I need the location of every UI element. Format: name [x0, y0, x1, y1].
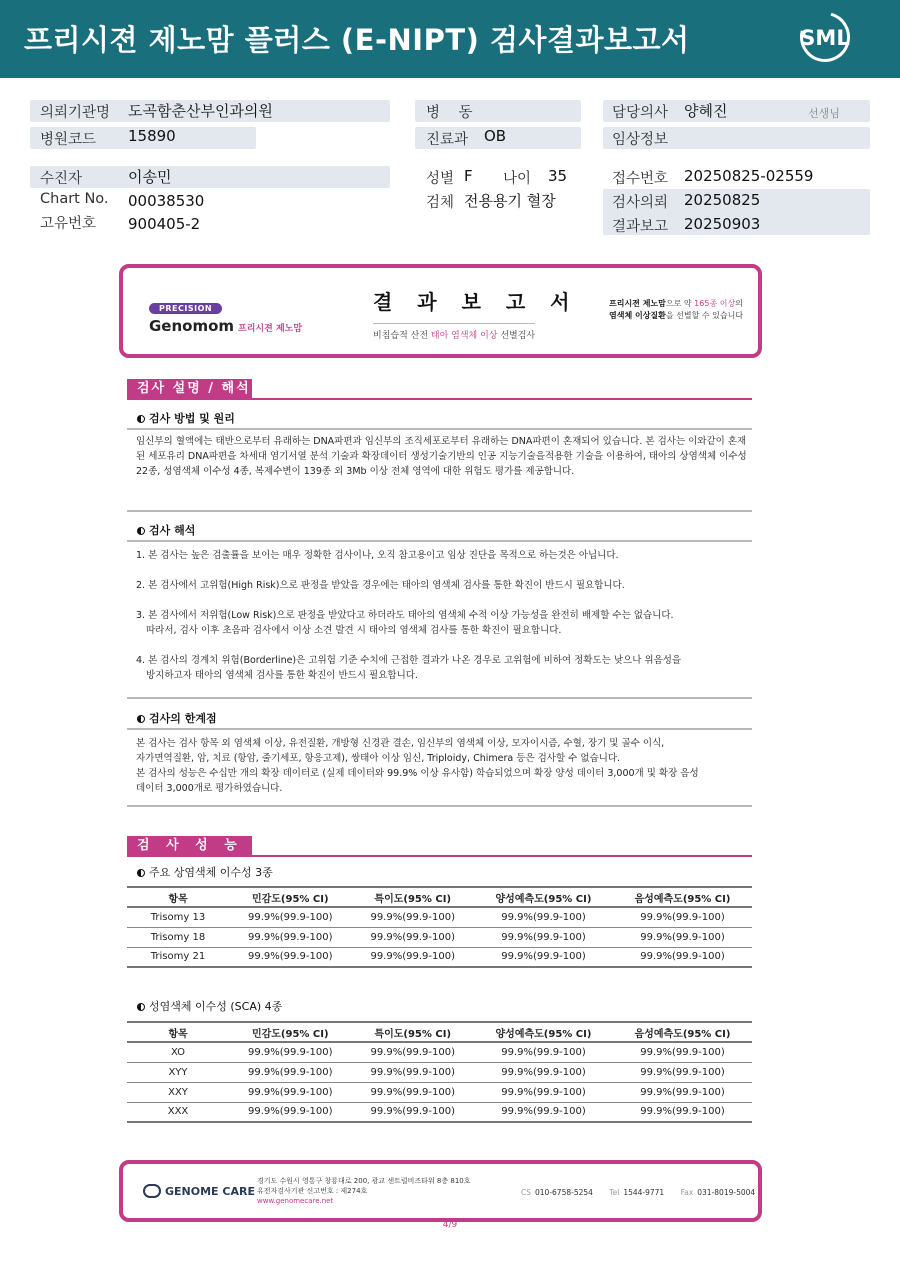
sex-label: 성별 — [426, 171, 455, 187]
table-cell: 99.9%(99.9-100) — [229, 1082, 351, 1102]
table-cell: 99.9%(99.9-100) — [351, 927, 473, 947]
page-number: 4/9 — [442, 1220, 458, 1230]
method-heading — [137, 410, 235, 426]
header-bar — [0, 0, 900, 78]
table-cell: 99.9%(99.9-100) — [474, 1042, 613, 1062]
sml-logo — [792, 12, 858, 66]
table-cell: 99.9%(99.9-100) — [474, 927, 613, 947]
interpretation-heading — [137, 522, 195, 538]
note-mid: 으로 약 — [665, 299, 695, 308]
table-row — [127, 907, 752, 927]
hospital-code-label: 병원코드 — [40, 132, 97, 148]
genomom-brand — [149, 317, 302, 335]
dept-value: OB — [484, 127, 507, 145]
institution-value: 도곡함춘산부인과의원 — [128, 102, 273, 120]
tel-label: Tel — [609, 1188, 620, 1197]
col-sensitivity: 민감도(95% CI) — [229, 887, 351, 907]
subtitle-pre: 비침습적 산전 — [373, 331, 431, 341]
hospital-code-value: 15890 — [128, 127, 176, 145]
table-cell: Trisomy 18 — [127, 927, 229, 947]
report-header-note — [609, 298, 743, 322]
table-cell: 99.9%(99.9-100) — [351, 947, 473, 967]
sex-value: F — [464, 167, 473, 185]
table-row — [127, 1042, 752, 1062]
divider — [127, 428, 752, 430]
interpretation-4b: 방지하고자 태아의 염색체 검사를 통한 확진이 반드시 필요합니다. — [146, 670, 418, 681]
tel-number: 1544-9771 — [623, 1188, 665, 1197]
fax-label: Fax — [680, 1188, 694, 1197]
col-item: 항목 — [127, 1022, 229, 1042]
col-item: 항목 — [127, 887, 229, 907]
note-post: 의 — [735, 299, 743, 308]
table-cell: 99.9%(99.9-100) — [229, 1062, 351, 1082]
examinee-value: 이송민 — [128, 168, 172, 186]
col-npv: 음성예측도(95% CI) — [613, 1022, 752, 1042]
table1-heading-text: 주요 상염색체 이수성 3종 — [149, 866, 273, 879]
limitations-heading-text: 검사의 한계점 — [149, 712, 217, 725]
table-header-row — [127, 887, 752, 907]
specimen-label: 검체 — [426, 195, 455, 211]
table-row — [127, 1082, 752, 1102]
divider — [127, 540, 752, 542]
uid-label: 고유번호 — [40, 216, 97, 232]
age-value: 35 — [548, 167, 568, 185]
sex-chromosome-performance-table — [127, 1021, 752, 1123]
table-cell: 99.9%(99.9-100) — [474, 1082, 613, 1102]
interpretation-heading-text: 검사 해석 — [149, 524, 196, 537]
limitations-2: 자가면역질환, 암, 치료 (항암, 줄기세포, 항응고제), 쌍태아 이상 임신, Triploidy, Chimera 등은 검사할 수 없습니다. — [136, 753, 621, 764]
table-cell: 99.9%(99.9-100) — [351, 907, 473, 927]
doctor-label: 담당의사 — [612, 105, 669, 121]
report-title: 프리시젼 제노맘 플러스 (E-NIPT) 검사결과보고서 — [24, 23, 690, 57]
col-npv: 음성예측도(95% CI) — [613, 887, 752, 907]
note-disease: 염색체 이상질환 — [609, 311, 666, 320]
footer-address — [257, 1176, 471, 1206]
col-specificity: 특이도(95% CI) — [351, 1022, 473, 1042]
table-cell: 99.9%(99.9-100) — [474, 1102, 613, 1122]
note-line2-post: 을 선별할 수 있습니다 — [665, 311, 744, 320]
half-circle-icon — [137, 715, 145, 723]
genomom-brand-ko: 프리시젼 제노맘 — [238, 324, 303, 334]
table-cell: Trisomy 21 — [127, 947, 229, 967]
divider — [127, 728, 752, 730]
table-cell: 99.9%(99.9-100) — [351, 1082, 473, 1102]
note-brand: 프리시젼 제노맘 — [609, 299, 666, 308]
subtitle-post: 선별검사 — [497, 331, 536, 341]
receipt-value: 20250825-02559 — [684, 167, 814, 185]
table-cell: XXX — [127, 1102, 229, 1122]
col-sensitivity: 민감도(95% CI) — [229, 1022, 351, 1042]
section-performance-tab: 검 사 성 능 — [127, 836, 252, 856]
table-cell: 99.9%(99.9-100) — [613, 1062, 752, 1082]
chart-no-label: Chart No. — [40, 191, 109, 207]
table-header-row — [127, 1022, 752, 1042]
half-circle-icon — [137, 869, 145, 877]
report-date-value: 20250903 — [684, 215, 761, 233]
divider — [127, 697, 752, 699]
col-specificity: 특이도(95% CI) — [351, 887, 473, 907]
fax-number: 031-8019-5004 — [697, 1188, 756, 1197]
request-label: 검사의뢰 — [612, 195, 669, 211]
examinee-row — [30, 166, 390, 188]
note-highlight: 165종 이상 — [694, 299, 736, 308]
col-ppv: 양성예측도(95% CI) — [474, 887, 613, 907]
report-header-frame — [119, 264, 762, 358]
genomom-brand-name: Genomom — [149, 317, 235, 335]
section-explanation-tab: 검사 설명 / 해석 — [127, 379, 252, 399]
table-row — [127, 927, 752, 947]
subtitle-highlight: 태아 염색체 이상 — [430, 331, 498, 341]
half-circle-icon — [137, 527, 145, 535]
col-ppv: 양성예측도(95% CI) — [474, 1022, 613, 1042]
autosomal-performance-table — [127, 886, 752, 968]
precision-badge: PRECISION — [149, 303, 222, 314]
table-cell: XXY — [127, 1082, 229, 1102]
footer-contacts — [521, 1188, 755, 1197]
divider — [127, 510, 752, 512]
doctor-suffix: 선생님 — [808, 107, 840, 120]
table-cell: 99.9%(99.9-100) — [613, 1082, 752, 1102]
table-cell: 99.9%(99.9-100) — [351, 1042, 473, 1062]
result-report-subtitle — [373, 323, 535, 341]
limitations-3: 본 검사의 성능은 수십만 개의 확장 데이터로 (실제 데이터와 99.9% 이상 유사함) 학습되었으며 확장 양성 데이터 3,000개 및 확장 음성 — [136, 768, 699, 779]
ward-label: 병 동 — [426, 105, 473, 121]
uid-value: 900405-2 — [128, 215, 201, 233]
table-cell: 99.9%(99.9-100) — [229, 927, 351, 947]
section-explanation-line — [127, 398, 752, 400]
table-cell: 99.9%(99.9-100) — [613, 907, 752, 927]
table-cell: 99.9%(99.9-100) — [229, 947, 351, 967]
sml-logo-text: SML — [800, 26, 850, 50]
interpretation-3a: 3. 본 검사에서 저위험(Low Risk)으로 판정을 받았다고 하더라도 태아의 염색체 수적 이상 가능성을 완전히 배제할 수는 없습니다. — [136, 610, 674, 621]
table-cell: XYY — [127, 1062, 229, 1082]
table-cell: 99.9%(99.9-100) — [351, 1062, 473, 1082]
table-cell: 99.9%(99.9-100) — [613, 947, 752, 967]
table2-heading-text: 성염색체 이수성 (SCA) 4종 — [149, 1000, 283, 1013]
cs-number: 010-6758-5254 — [535, 1188, 593, 1197]
table-row — [127, 947, 752, 967]
specimen-value: 전용용기 혈장 — [464, 192, 556, 210]
clinical-label: 임상정보 — [612, 132, 669, 148]
interpretation-1: 1. 본 검사는 높은 검출률을 보이는 매우 정확한 검사이나, 오직 참고용이고 임상 진단을 목적으로 하는것은 아닙니다. — [136, 550, 619, 561]
chart-no-value: 00038530 — [128, 192, 205, 210]
section-performance-line — [127, 855, 752, 857]
limitations-heading — [137, 710, 217, 726]
footer-frame — [119, 1160, 762, 1222]
table-cell: 99.9%(99.9-100) — [613, 1042, 752, 1062]
dept-label: 진료과 — [426, 132, 469, 148]
table-cell: XO — [127, 1042, 229, 1062]
half-circle-icon — [137, 415, 145, 423]
interpretation-2: 2. 본 검사에서 고위험(High Risk)으로 판정을 받았을 경우에는 태아의 염색체 검사를 통한 확진이 반드시 필요합니다. — [136, 580, 625, 591]
genome-care-brand: GENOME CARE — [165, 1185, 255, 1198]
divider — [127, 805, 752, 807]
receipt-label: 접수번호 — [612, 171, 669, 187]
table-cell: 99.9%(99.9-100) — [229, 1102, 351, 1122]
genomom-logo — [149, 296, 302, 335]
table-cell: 99.9%(99.9-100) — [474, 1062, 613, 1082]
result-report-title: 결 과 보 고 서 — [373, 290, 579, 314]
table-cell: 99.9%(99.9-100) — [613, 927, 752, 947]
table-cell: 99.9%(99.9-100) — [229, 1042, 351, 1062]
table1-heading — [137, 864, 273, 880]
half-circle-icon — [137, 1003, 145, 1011]
request-value: 20250825 — [684, 191, 761, 209]
doctor-value: 양혜진 — [684, 102, 728, 120]
limitations-1: 본 검사는 검사 항목 외 염색체 이상, 유전질환, 개방형 신경관 결손, 임신부의 염색체 이상, 모자이시즘, 수혈, 장기 및 골수 이식, — [136, 738, 665, 749]
limitations-4: 데이터 3,000개로 평가하였습니다. — [136, 783, 283, 794]
table-row — [127, 1102, 752, 1122]
genome-care-logo-icon — [143, 1184, 161, 1198]
cs-label: CS — [521, 1188, 531, 1197]
interpretation-4a: 4. 본 검사의 경계치 위험(Borderline)은 고위험 기준 수치에 근접한 결과가 나온 경우로 고위험에 비하여 정확도는 낮으나 위음성을 — [136, 655, 682, 666]
table-cell: 99.9%(99.9-100) — [229, 907, 351, 927]
age-label: 나이 — [503, 171, 532, 187]
report-date-label: 결과보고 — [612, 219, 669, 235]
table-cell: 99.9%(99.9-100) — [474, 947, 613, 967]
institution-label: 의뢰기관명 — [40, 105, 111, 121]
table2-heading — [137, 998, 282, 1014]
method-heading-text: 검사 방법 및 원리 — [149, 412, 235, 425]
table-cell: 99.9%(99.9-100) — [613, 1102, 752, 1122]
footer-address-line1: 경기도 수원시 영통구 창룡대로 200, 광교 센트럴비즈타워 8층 810호 — [257, 1177, 471, 1185]
examinee-label: 수진자 — [40, 171, 83, 187]
table-cell: 99.9%(99.9-100) — [351, 1102, 473, 1122]
table-row — [127, 1062, 752, 1082]
genome-care-logo — [143, 1184, 255, 1198]
method-text: 임신부의 혈액에는 태반으로부터 유래하는 DNA파편과 임신부의 조직세포로부터 유래하는 DNA파편이 혼재되어 있습니다. 본 검사는 이와같이 혼재된 세포유리 DNA파편을 차세대 염기서열 분석 기술과 확장데이터 생성기술기반의 인공 지능기술을적용한 기술을 이용하여, 태아의 상염색체 이수성 22종, 성염색체 이수성 4종, 복제수변이 139종 외 3Mb 이상 전체 영역에 대한 위험도 평가를 제공합니다. — [136, 436, 747, 477]
footer-url[interactable]: www.genomecare.net — [257, 1197, 334, 1205]
footer-license: 유전자검사기관 신고번호 : 제274호 — [257, 1187, 368, 1195]
table-cell: Trisomy 13 — [127, 907, 229, 927]
table-cell: 99.9%(99.9-100) — [474, 907, 613, 927]
interpretation-3b: 따라서, 검사 이후 초음파 검사에서 이상 소견 발견 시 태아의 염색체 검사를 통한 확진이 필요합니다. — [146, 625, 562, 636]
